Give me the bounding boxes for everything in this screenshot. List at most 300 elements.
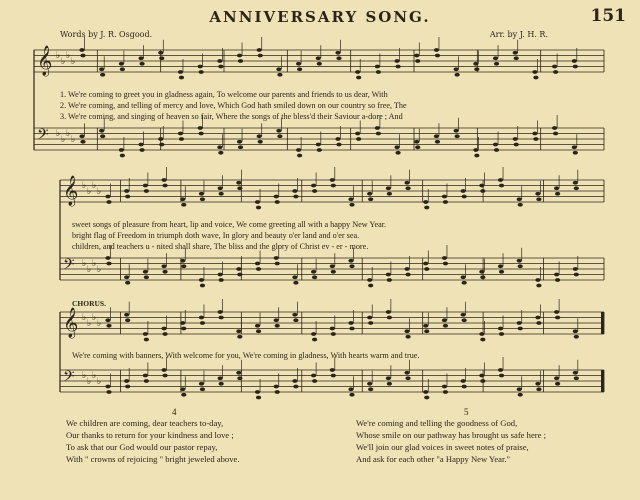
verse-4-line: To ask that our God would our pastor repay, (66, 442, 218, 452)
note-head (498, 178, 503, 182)
note-head (106, 262, 111, 266)
note-head (386, 310, 391, 314)
note-head (349, 264, 354, 268)
note-head (387, 278, 392, 282)
note-head (536, 321, 541, 325)
note-head (312, 189, 317, 193)
lyric-line-3: children, and teachers u - nited shall share, The bliss and the glory of Christ ev - er - more. (72, 242, 369, 251)
note-head (462, 318, 467, 322)
staff (34, 50, 604, 72)
note-head (473, 148, 478, 152)
verse-5-line: We're coming and telling the goodness of God, (356, 418, 518, 428)
note-head (461, 275, 466, 279)
note-head (423, 390, 428, 394)
note-head (499, 374, 504, 378)
note-head (237, 335, 242, 339)
note-head (275, 390, 280, 394)
treble-clef-icon: 𝄞 (63, 308, 79, 338)
note-head (454, 129, 459, 133)
note-head (292, 189, 297, 193)
note-head (138, 56, 143, 60)
page-number: 151 (590, 6, 626, 26)
svg-text:♭: ♭ (87, 319, 92, 329)
note-head (143, 184, 148, 188)
verse-5-line: We'll join our glad voices in sweet notes of praise, (356, 442, 529, 452)
note-head (179, 76, 184, 80)
note-head (199, 278, 204, 282)
note-head (355, 70, 360, 74)
svg-text:♭: ♭ (97, 377, 102, 387)
note-head (473, 62, 478, 66)
chorus-label: CHORUS. (72, 299, 106, 308)
note-head (293, 195, 298, 199)
note-head (394, 145, 399, 149)
note-head (237, 54, 242, 58)
note-head (514, 143, 519, 147)
note-head (139, 148, 144, 152)
note-head (179, 137, 184, 141)
svg-text:♭: ♭ (82, 259, 87, 269)
double-barline-icon (601, 312, 604, 334)
note-head (536, 387, 541, 391)
svg-text:♭: ♭ (56, 129, 61, 139)
note-head (423, 200, 428, 204)
note-head (518, 203, 523, 207)
note-head (106, 200, 111, 204)
note-head (120, 67, 125, 71)
note-head (474, 67, 479, 71)
note-head (238, 59, 243, 63)
double-barline-icon (601, 370, 604, 392)
note-head (394, 59, 399, 63)
note-head (336, 56, 341, 60)
note-head (256, 206, 261, 210)
treble-clef-icon: 𝄞 (63, 176, 79, 206)
note-head (124, 379, 129, 383)
note-head (517, 197, 522, 201)
note-head (138, 143, 143, 147)
words-credit: Words by J. R. Osgood. (60, 30, 153, 39)
note-head (443, 262, 448, 266)
note-head (386, 186, 391, 190)
note-head (161, 178, 166, 182)
note-head (498, 327, 503, 331)
note-head (79, 48, 84, 52)
note-head (442, 385, 447, 389)
note-head (480, 338, 485, 342)
note-head (219, 382, 224, 386)
note-head (311, 374, 316, 378)
note-head (181, 393, 186, 397)
note-head (199, 192, 204, 196)
note-head (106, 390, 111, 394)
note-head (573, 151, 578, 155)
note-head (217, 145, 222, 149)
note-head (276, 129, 281, 133)
note-head (274, 195, 279, 199)
note-head (356, 137, 361, 141)
note-head (219, 316, 224, 320)
note-head (80, 140, 85, 144)
staff (60, 258, 604, 280)
note-head (218, 65, 223, 69)
note-head (574, 376, 579, 380)
note-head (387, 382, 392, 386)
note-head (297, 154, 302, 158)
note-head (461, 313, 466, 317)
note-head (236, 371, 241, 375)
note-head (277, 134, 282, 138)
note-head (139, 62, 144, 66)
note-head (200, 387, 205, 391)
note-head (443, 200, 448, 204)
note-head (574, 186, 579, 190)
note-head (218, 186, 223, 190)
note-head (292, 313, 297, 317)
note-head (237, 273, 242, 277)
note-head (493, 143, 498, 147)
lyric-verse-3: 3. We're coming, and singing of heaven so fair, Where the songs of the bless'd their Saviour a-dore ; And (60, 112, 403, 121)
note-head (274, 256, 279, 260)
note-head (517, 259, 522, 263)
note-head (162, 270, 167, 274)
note-head (162, 374, 167, 378)
note-head (144, 275, 149, 279)
note-head (424, 396, 429, 400)
note-head (573, 329, 578, 333)
bass-clef-icon: 𝄢 (63, 256, 75, 277)
note-head (312, 379, 317, 383)
note-head (532, 132, 537, 136)
note-head (161, 327, 166, 331)
note-head (424, 267, 429, 271)
note-head (555, 382, 560, 386)
note-head (376, 70, 381, 74)
note-head (499, 332, 504, 336)
note-head (348, 321, 353, 325)
note-head (368, 321, 373, 325)
note-head (443, 324, 448, 328)
note-head (124, 189, 129, 193)
note-head (367, 278, 372, 282)
note-head (199, 132, 204, 136)
note-head (513, 51, 518, 55)
note-head (434, 48, 439, 52)
note-head (292, 379, 297, 383)
verse-5-line: Whose smile on our pathway has brought us safe here ; (356, 430, 546, 440)
note-head (180, 259, 185, 263)
note-head (217, 59, 222, 63)
note-head (461, 379, 466, 383)
note-head (275, 324, 280, 328)
note-head (219, 278, 224, 282)
note-head (349, 393, 354, 397)
staff (60, 370, 604, 392)
note-head (178, 132, 183, 136)
note-head (535, 192, 540, 196)
note-head (395, 65, 400, 69)
note-head (455, 73, 460, 77)
note-head (237, 140, 242, 144)
note-head (404, 181, 409, 185)
note-head (367, 316, 372, 320)
note-head (178, 70, 183, 74)
svg-text:♭: ♭ (66, 51, 71, 61)
note-head (336, 143, 341, 147)
note-head (414, 140, 419, 144)
note-head (331, 270, 336, 274)
note-head (462, 385, 467, 389)
note-head (317, 148, 322, 152)
svg-text:♭: ♭ (97, 265, 102, 275)
note-head (218, 273, 223, 277)
note-head (199, 382, 204, 386)
note-head (161, 368, 166, 372)
staff (60, 312, 604, 334)
note-head (296, 148, 301, 152)
svg-text:♭: ♭ (92, 371, 97, 381)
note-head (387, 316, 392, 320)
lyric-verse-2: 2. We're coming, and telling of mercy and love, Which God hath smiled down on our country so free, The (60, 101, 407, 110)
note-head (573, 181, 578, 185)
note-head (125, 195, 130, 199)
note-head (348, 197, 353, 201)
note-head (404, 329, 409, 333)
note-head (80, 54, 85, 58)
verse-4-number: 4 (172, 407, 177, 417)
verse-4-line: We children are coming, dear teachers to-day, (66, 418, 224, 428)
note-head (218, 310, 223, 314)
note-head (293, 281, 298, 285)
arranger-credit: Arr. by J. H. R. (489, 30, 548, 39)
note-head (355, 132, 360, 136)
note-head (368, 284, 373, 288)
note-head (119, 62, 124, 66)
note-head (125, 385, 130, 389)
note-head (181, 203, 186, 207)
note-head (296, 62, 301, 66)
note-head (143, 374, 148, 378)
note-head (181, 264, 186, 268)
note-head (258, 54, 263, 58)
note-head (404, 267, 409, 271)
note-head (443, 390, 448, 394)
note-head (255, 390, 260, 394)
note-head (536, 197, 541, 201)
note-head (275, 200, 280, 204)
note-head (532, 70, 537, 74)
note-head (535, 278, 540, 282)
lyric-verse-1: 1. We're coming to greet you in gladness again, To welcome our parents and friends to us dear, With (60, 90, 388, 99)
note-head (256, 267, 261, 271)
note-head (442, 195, 447, 199)
lyric-line-2: bright flag of Freedom in triumph doth wave, In glory and beauty o'er land and o'er sea. (72, 231, 360, 240)
note-head (99, 67, 104, 71)
note-head (330, 368, 335, 372)
note-head (312, 338, 317, 342)
note-head (125, 281, 130, 285)
note-head (533, 137, 538, 141)
note-head (494, 148, 499, 152)
note-head (415, 59, 420, 63)
note-head (255, 262, 260, 266)
note-head (312, 275, 317, 279)
note-head (274, 385, 279, 389)
note-head (386, 273, 391, 277)
note-head (415, 145, 420, 149)
note-head (423, 262, 428, 266)
bass-clef-icon: 𝄢 (63, 368, 75, 389)
note-head (573, 267, 578, 271)
note-head (498, 368, 503, 372)
note-head (200, 197, 205, 201)
note-head (518, 327, 523, 331)
note-head (331, 184, 336, 188)
note-head (256, 396, 261, 400)
note-head (330, 264, 335, 268)
note-head (555, 316, 560, 320)
note-head (552, 126, 557, 130)
note-head (199, 316, 204, 320)
svg-text:♭: ♭ (82, 181, 87, 191)
song-title: ANNIVERSARY SONG. (209, 8, 431, 26)
note-head (180, 197, 185, 201)
note-head (143, 332, 148, 336)
svg-text:♭: ♭ (92, 313, 97, 323)
note-head (423, 324, 428, 328)
note-head (162, 184, 167, 188)
note-head (499, 184, 504, 188)
note-head (276, 67, 281, 71)
note-head (435, 140, 440, 144)
note-head (258, 140, 263, 144)
note-head (375, 65, 380, 69)
note-head (573, 65, 578, 69)
note-head (199, 70, 204, 74)
note-head (218, 151, 223, 155)
note-head (316, 56, 321, 60)
note-head (517, 387, 522, 391)
note-head (404, 371, 409, 375)
note-head (414, 54, 419, 58)
note-head (256, 329, 261, 333)
note-head (555, 278, 560, 282)
svg-text:♭: ♭ (82, 313, 87, 323)
note-head (368, 387, 373, 391)
note-head (277, 73, 282, 77)
note-head (100, 73, 105, 77)
note-head (514, 56, 519, 60)
note-head (405, 186, 410, 190)
note-head (480, 379, 485, 383)
note-head (535, 316, 540, 320)
note-head (316, 143, 321, 147)
note-head (125, 318, 130, 322)
note-head (454, 67, 459, 71)
note-head (162, 332, 167, 336)
note-head (479, 332, 484, 336)
note-head (159, 56, 164, 60)
svg-text:♭: ♭ (87, 377, 92, 387)
note-head (435, 54, 440, 58)
note-head (79, 134, 84, 138)
note-head (219, 192, 224, 196)
note-head (237, 376, 242, 380)
note-head (124, 313, 129, 317)
svg-text:♭: ♭ (97, 319, 102, 329)
note-head (533, 76, 538, 80)
note-head (200, 321, 205, 325)
note-head (554, 310, 559, 314)
note-head (572, 59, 577, 63)
note-head (493, 56, 498, 60)
note-head (375, 126, 380, 130)
note-head (405, 335, 410, 339)
note-head (574, 273, 579, 277)
note-head (405, 376, 410, 380)
note-head (159, 143, 164, 147)
svg-text:♭: ♭ (66, 129, 71, 139)
svg-text:♭: ♭ (87, 265, 92, 275)
note-head (348, 387, 353, 391)
note-head (293, 385, 298, 389)
note-head (387, 192, 392, 196)
note-head (180, 387, 185, 391)
svg-text:♭: ♭ (92, 259, 97, 269)
note-head (106, 324, 111, 328)
note-head (330, 327, 335, 331)
verse-5-number: 5 (464, 407, 469, 417)
treble-clef-icon: 𝄞 (37, 46, 53, 76)
note-head (257, 134, 262, 138)
note-head (317, 62, 322, 66)
verse-5-line: And ask for each other "a Happy New Year." (356, 454, 511, 464)
note-head (348, 259, 353, 263)
svg-text:♭: ♭ (71, 57, 76, 67)
svg-text:♭: ♭ (71, 135, 76, 145)
note-head (293, 318, 298, 322)
note-head (236, 267, 241, 271)
note-head (200, 284, 205, 288)
note-head (119, 148, 124, 152)
note-head (120, 154, 125, 158)
note-head (462, 281, 467, 285)
note-head (518, 393, 523, 397)
note-head (572, 145, 577, 149)
note-head (442, 318, 447, 322)
note-head (479, 374, 484, 378)
svg-text:♭: ♭ (61, 57, 66, 67)
note-head (143, 270, 148, 274)
note-head (455, 134, 460, 138)
note-head (105, 385, 110, 389)
note-head (238, 145, 243, 149)
note-head (331, 374, 336, 378)
note-head (554, 186, 559, 190)
note-head (331, 332, 336, 336)
note-head (311, 184, 316, 188)
note-head (158, 51, 163, 55)
note-head (518, 264, 523, 268)
note-head (405, 273, 410, 277)
verse-4-line: Our thanks to return for your kindness and love ; (66, 430, 234, 440)
note-head (311, 332, 316, 336)
svg-text:♭: ♭ (87, 187, 92, 197)
note-head (257, 48, 262, 52)
note-head (311, 270, 316, 274)
note-head (255, 324, 260, 328)
note-head (297, 67, 302, 71)
